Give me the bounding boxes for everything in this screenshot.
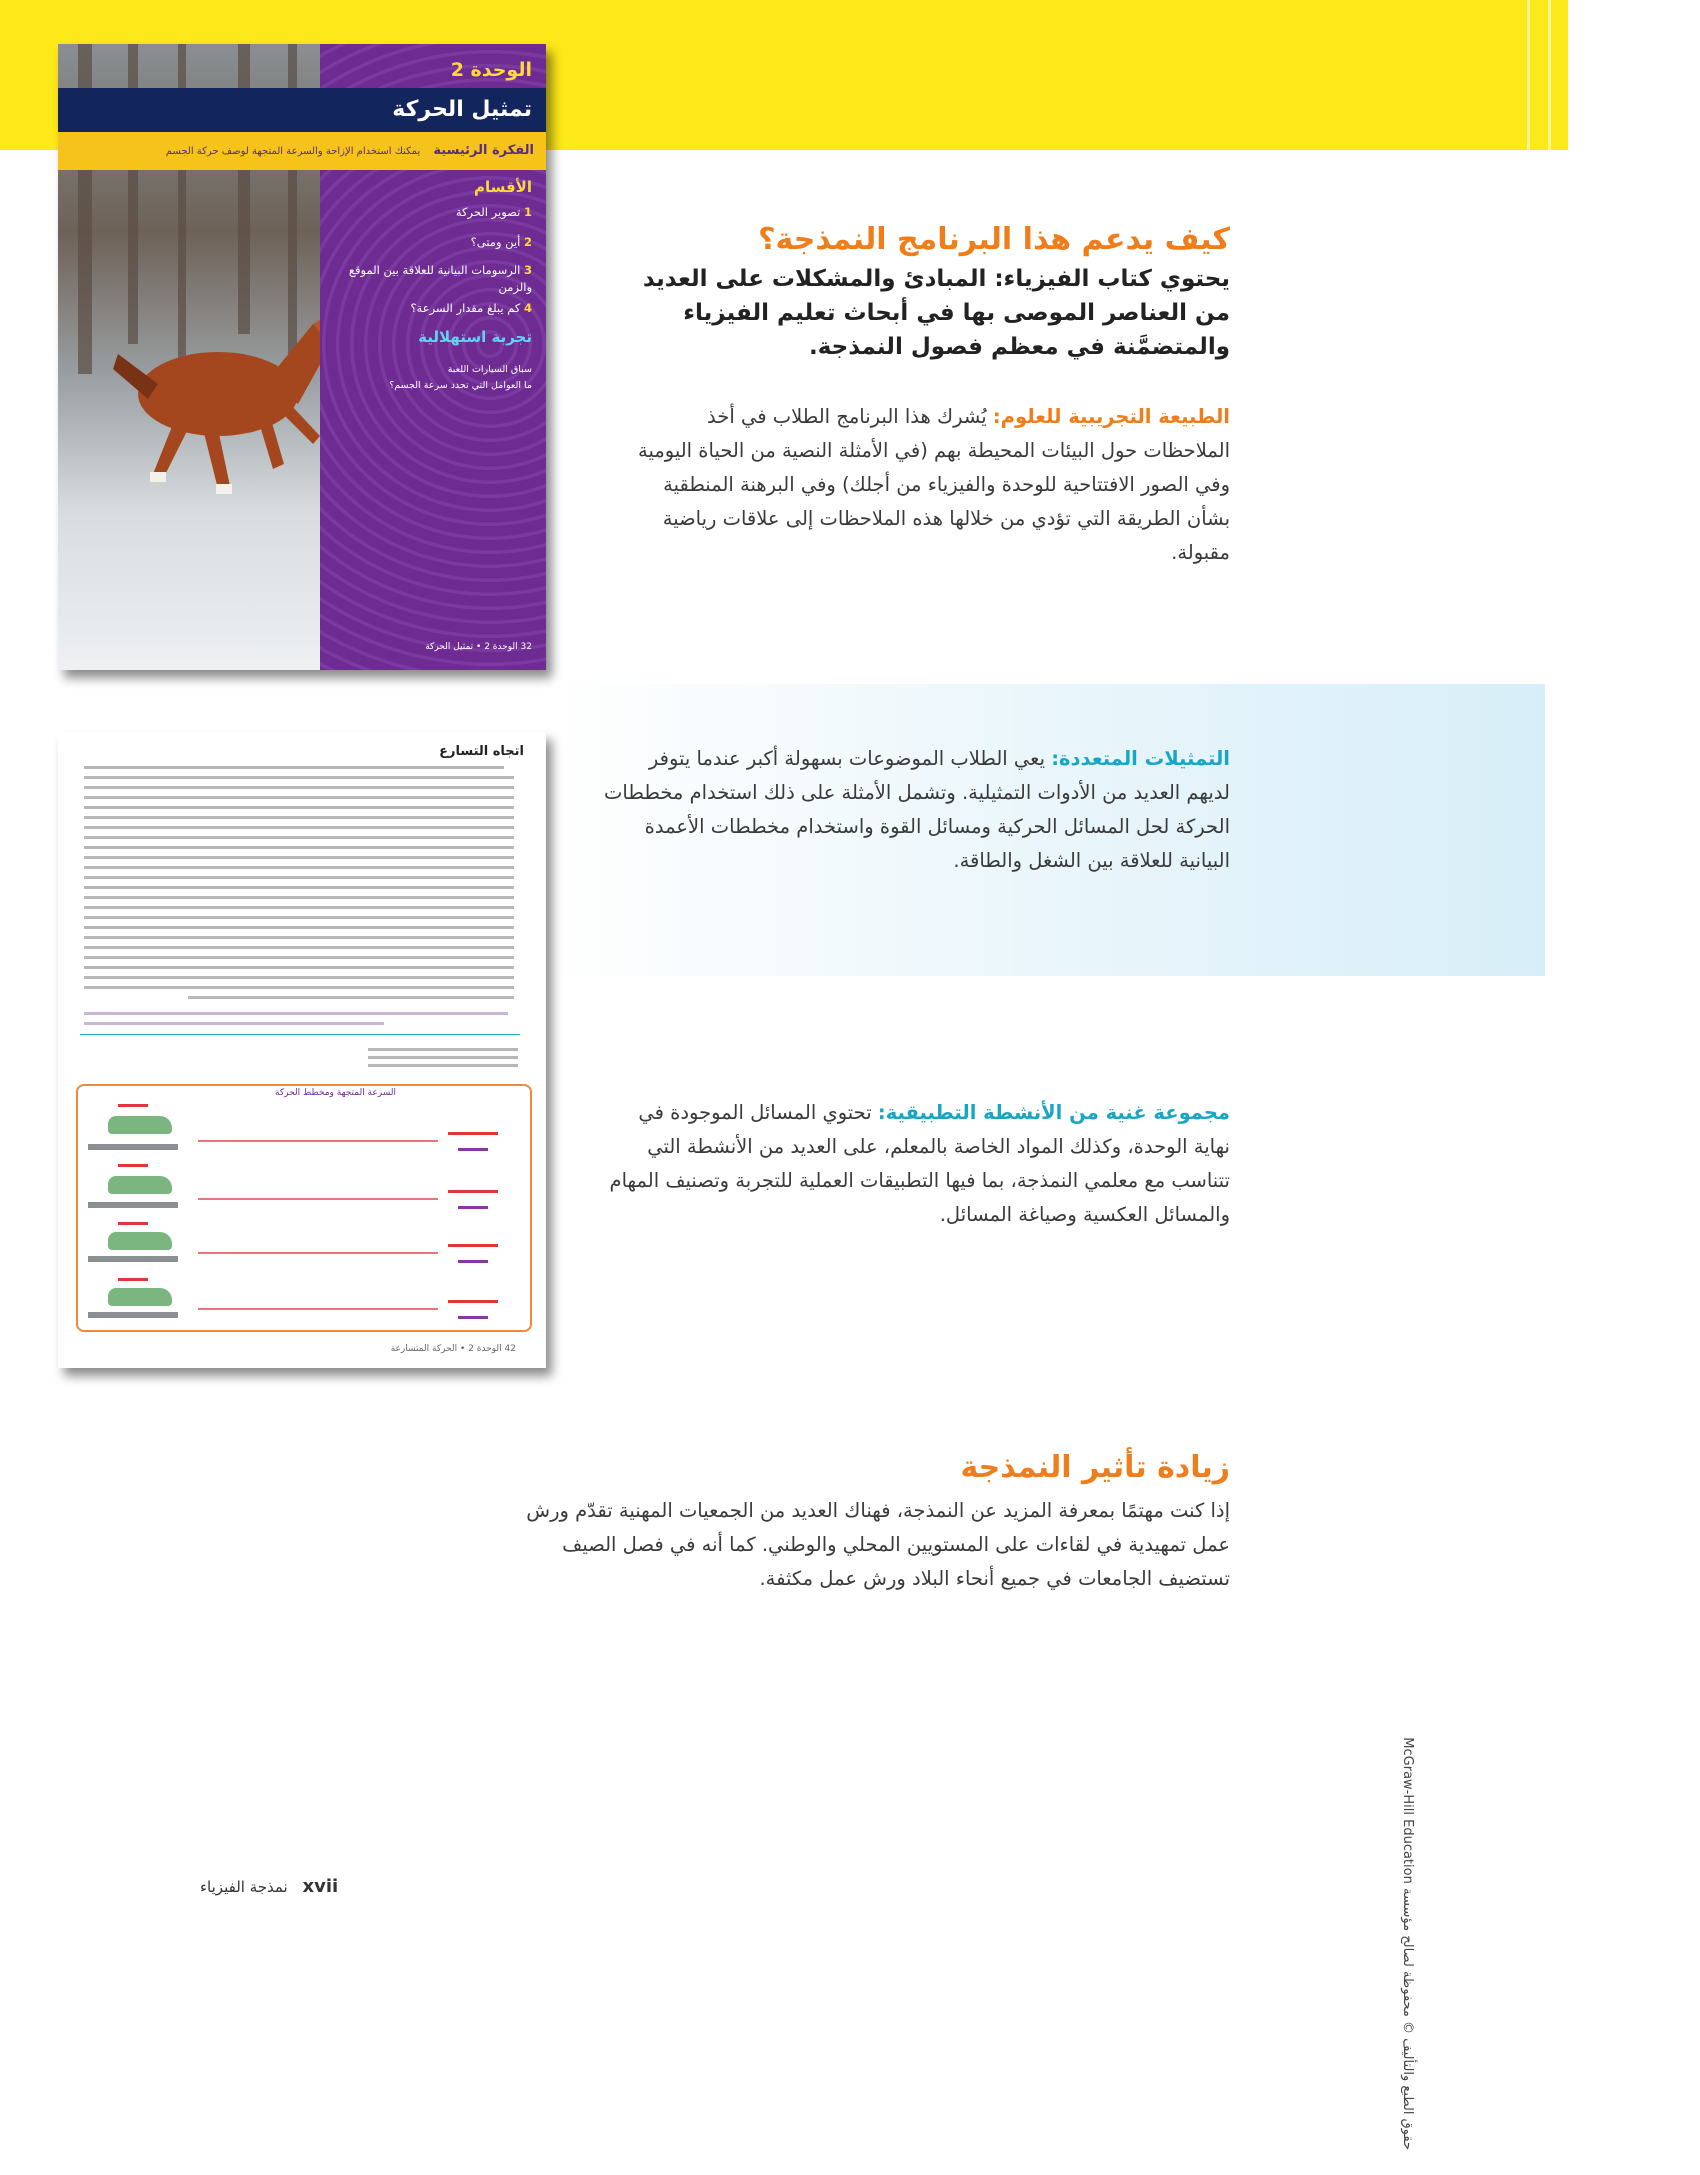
motion-line xyxy=(198,1308,438,1310)
text-line xyxy=(188,996,514,999)
band-divider xyxy=(1527,0,1530,150)
text-line xyxy=(84,936,514,939)
section-activities-label: مجموعة غنية من الأنشطة التطبيقية: xyxy=(877,1101,1230,1124)
section-impact-text: إذا كنت مهتمًا بمعرفة المزيد عن النمذجة، فهناك العديد من الجمعيات المهنية تقدّم ورش عمل تمهيدية في لقاءات على المستويين المحلي والوطني. كما أنه في فصل الصيف تستضيف الجامعات في جميع أنحاء البلاد ورش عمل مكثفة. xyxy=(526,1499,1230,1590)
cover-section-number: 1 xyxy=(523,205,532,219)
cover-section-number: 4 xyxy=(523,301,532,315)
page-heading: كيف يدعم هذا البرنامج النمذجة؟ xyxy=(758,222,1230,257)
acceleration-arrow xyxy=(458,1206,488,1209)
cover-section-number: 3 xyxy=(523,263,532,277)
road xyxy=(88,1144,178,1150)
section-empirical-label: الطبيعة التجريبية للعلوم: xyxy=(992,405,1230,428)
text-line xyxy=(368,1056,518,1059)
section-representations xyxy=(600,742,1230,878)
cover-launch-lab-question: ما العوامل التي تحدد سرعة الجسم؟ xyxy=(389,380,532,391)
text-line xyxy=(84,846,514,849)
text-line xyxy=(368,1064,518,1067)
cover-launch-lab-title: سباق السيارات اللعبة xyxy=(447,364,532,375)
cover-section-item xyxy=(342,262,532,296)
intro-lead: يحتوي كتاب الفيزياء: المبادئ والمشكلات على العديد من العناصر الموصى بها في أبحاث تعليم الفيزياء والمتضمَّنة في معظم فصول النمذجة. xyxy=(642,266,1230,360)
acceleration-arrow xyxy=(458,1148,488,1151)
cover-big-idea-label: الفكرة الرئيسية xyxy=(433,143,534,158)
text-line xyxy=(84,866,514,869)
cover-page-footer: 32 الوحدة 2 • تمثيل الحركة xyxy=(425,642,532,652)
section-representations-text: يعي الطلاب الموضوعات بسهولة أكبر عندما يتوفر لديهم العديد من الأدوات التمثيلية. وتشمل الأمثلة على ذلك استخدام مخططات الحركة لحل المسائل الحركية ومسائل القوة واستخدام مخططات الأعمدة البيانية للعلاقة بين الشغل والطاقة. xyxy=(604,747,1230,872)
text-line xyxy=(84,766,504,769)
cover-unit-label: الوحدة 2 xyxy=(450,59,532,81)
cover-launch-lab-heading: تجربة استهلالية xyxy=(418,328,532,346)
velocity-arrow xyxy=(118,1278,148,1281)
cover-section-text: كم يبلغ مقدار السرعة؟ xyxy=(410,301,521,315)
cover-big-idea xyxy=(58,132,546,170)
car-illustration xyxy=(108,1116,172,1134)
text-line xyxy=(368,1048,518,1051)
section-empirical-text: يُشرك هذا البرنامج الطلاب في أخذ الملاحظات حول البيئات المحيطة بهم (في الأمثلة النصية من الحياة اليومية وفي الصور الافتتاحية للوحدة والفيزياء من أجلك) وفي البرهنة المنطقية بشأن الطريقة التي تؤدي من خلالها هذه الملاحظات إلى علاقات رياضية مقبولة. xyxy=(638,405,1230,564)
text-line xyxy=(84,886,514,889)
text-line xyxy=(84,986,514,989)
road xyxy=(88,1256,178,1262)
book-cover-thumbnail xyxy=(58,44,546,670)
text-line xyxy=(84,816,514,819)
text-line xyxy=(84,956,514,959)
acceleration-arrow xyxy=(458,1316,488,1319)
page-number: xvii xyxy=(302,1876,339,1897)
cover-big-idea-text: يمكنك استخدام الإزاحة والسرعة المتجهة لوصف حركة الجسم xyxy=(165,146,421,157)
text-line xyxy=(84,856,514,859)
text-line xyxy=(84,836,514,839)
text-line xyxy=(84,806,514,809)
thumb-page-footer: 42 الوحدة 2 • الحركة المتسارعة xyxy=(390,1344,516,1354)
velocity-arrow xyxy=(118,1104,148,1107)
car-illustration xyxy=(108,1232,172,1250)
cover-section-text: الرسومات البيانية للعلاقة بين الموقع والزمن xyxy=(348,263,532,294)
copyright-credit: حقوق الطبع والتأليف © محفوظة لصالح مؤسسة McGraw-Hill Education xyxy=(1400,1737,1415,2150)
cover-section-text: تصوير الحركة xyxy=(455,205,521,219)
cover-section-number: 2 xyxy=(523,235,532,249)
divider xyxy=(80,1034,520,1035)
text-line xyxy=(84,826,514,829)
cover-section-text: أين ومتى؟ xyxy=(470,235,521,249)
section-activities xyxy=(600,1096,1230,1232)
motion-line xyxy=(198,1140,438,1142)
cover-section-item xyxy=(342,234,532,251)
car-illustration xyxy=(108,1288,172,1306)
text-line xyxy=(84,896,514,899)
car-illustration xyxy=(108,1176,172,1194)
cover-sections-heading: الأقسام xyxy=(473,178,532,196)
road xyxy=(88,1312,178,1318)
velocity-arrow xyxy=(448,1300,498,1303)
text-line xyxy=(84,976,514,979)
section-activities-text: تحتوي المسائل الموجودة في نهاية الوحدة، وكذلك المواد الخاصة بالمعلم، على العديد من الأنشطة التي تتناسب مع معلمي النمذجة، بما فيها التطبيقات العملية للتجربة وتصنيف المهام والمسائل العكسية وصياغة المسائل. xyxy=(609,1101,1230,1226)
cover-title: تمثيل الحركة xyxy=(58,88,546,132)
velocity-arrow xyxy=(448,1190,498,1193)
velocity-arrow xyxy=(118,1164,148,1167)
horse-image xyxy=(98,284,358,514)
textbook-page-thumbnail xyxy=(58,732,546,1368)
velocity-arrow xyxy=(448,1132,498,1135)
footer-title: نمذجة الفيزياء xyxy=(200,1878,288,1896)
text-line xyxy=(84,906,514,909)
thumb-page-title: اتجاه التسارع xyxy=(439,744,524,759)
motion-line xyxy=(198,1252,438,1254)
text-line xyxy=(84,966,514,969)
page-footer xyxy=(200,1876,338,1897)
text-line xyxy=(84,776,514,779)
text-line xyxy=(84,796,514,799)
section-impact-heading: زيادة تأثير النمذجة xyxy=(960,1450,1230,1485)
cover-section-item xyxy=(342,204,532,221)
band-divider xyxy=(1548,0,1551,150)
text-line xyxy=(84,876,514,879)
text-line xyxy=(84,1012,508,1015)
acceleration-arrow xyxy=(458,1260,488,1263)
text-line xyxy=(84,946,514,949)
text-line xyxy=(84,926,514,929)
text-line xyxy=(84,786,514,789)
velocity-arrow xyxy=(118,1222,148,1225)
text-line xyxy=(84,916,514,919)
section-representations-label: التمثيلات المتعددة: xyxy=(1051,747,1230,770)
text-line xyxy=(84,1022,384,1025)
road xyxy=(88,1202,178,1208)
cover-section-item xyxy=(342,300,532,317)
motion-line xyxy=(198,1198,438,1200)
velocity-arrow xyxy=(448,1244,498,1247)
motion-diagram-title: السرعة المتجهة ومخطط الحركة xyxy=(275,1088,396,1098)
section-empirical xyxy=(620,400,1230,570)
